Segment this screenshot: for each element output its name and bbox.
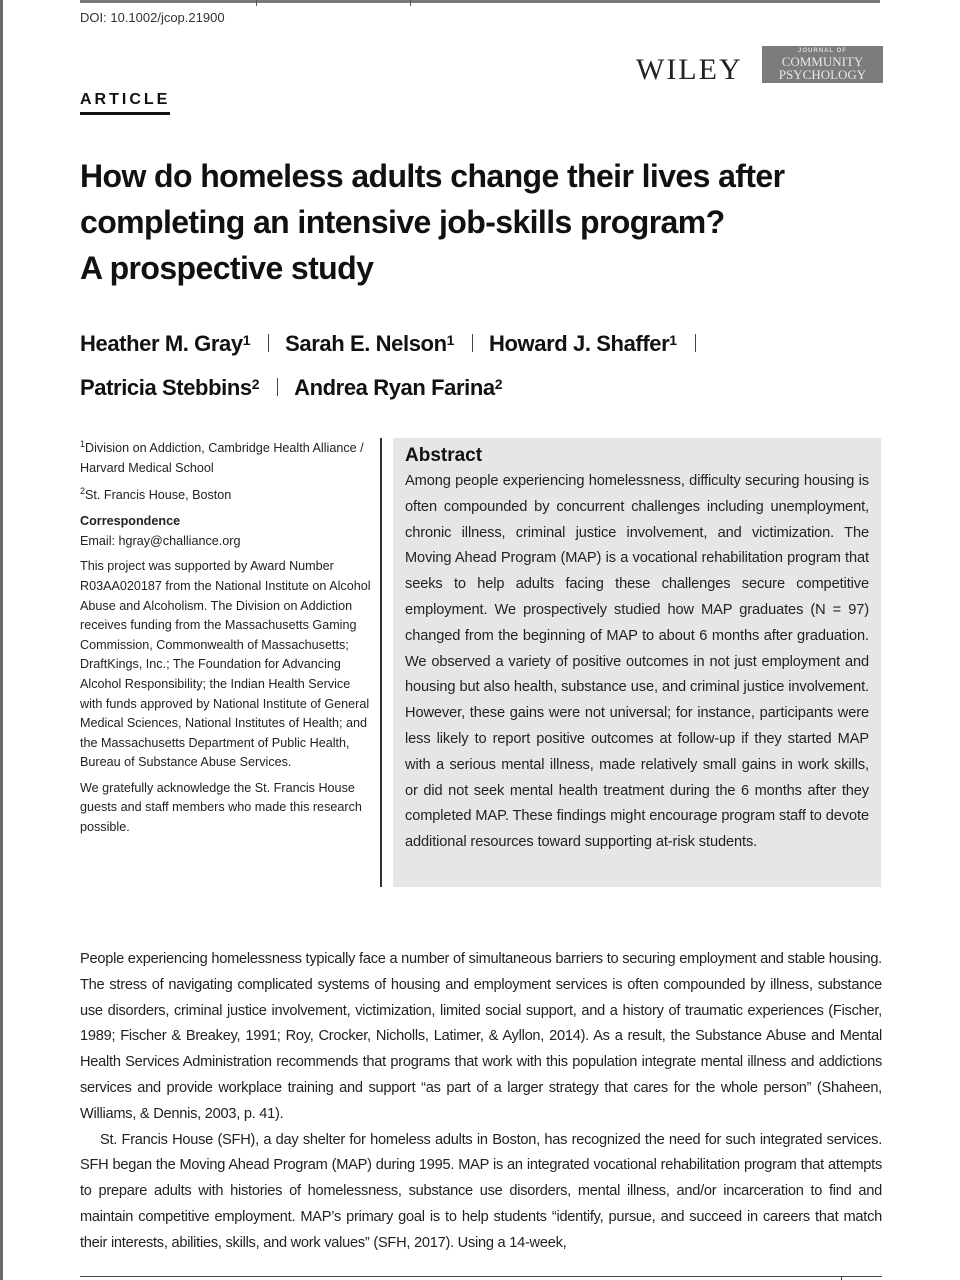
body-paragraph: St. Francis House (SFH), a day shelter for homeless adults in Boston, has recognized the need for such integrated services. SFH began the Moving Ahead Program (MAP) during 1995. MAP is an integrated vocational rehabilitation program that attempts to prepare adults with histories of homelessness, substance use disorders, mental illness, and/or incarceration to find and maintain competitive employment. MAP’s primary goal is to help students “identify, pursue, and succeed in careers that match their interests, abilities, skills, and work values” (SFH, 2017). Using a 14-week, bbox=[80, 1131, 882, 1251]
title-line: completing an intensive job-skills program? bbox=[80, 204, 725, 240]
author[interactable] bbox=[489, 331, 677, 356]
abstract-box bbox=[393, 438, 881, 887]
affiliation-text: St. Francis House, Boston bbox=[85, 488, 232, 503]
author-name: Howard J. Shaffer bbox=[489, 331, 670, 356]
affiliation-marker: 1 bbox=[669, 332, 677, 348]
article-type-label: ARTICLE bbox=[80, 91, 170, 115]
author[interactable] bbox=[294, 375, 502, 400]
publisher-logo: WILEY bbox=[636, 53, 743, 86]
journal-logo bbox=[762, 46, 883, 83]
abstract-divider bbox=[380, 438, 382, 887]
body-text bbox=[80, 947, 882, 1257]
body-paragraph: People experiencing homelessness typically face a number of simultaneous barriers to securing employment and stable housing. The stress of navigating complicated systems of housing and employment services is often compounded by illness, substance use disorders, criminal justice involvement, victimization, limited social support, and a history of traumatic experiences (Fischer, 1989; Fischer & Breakey, 1991; Roy, Crocker, Nicholls, Latimer, & Ayllon, 2014). As a result, the Substance Abuse and Mental Health Services Administration recommends that programs that work with this population integrate mental illness and addictions services and provide workplace training and support “as part of a larger strategy that cares for the whole person” (Shaheen, Williams, & Dennis, 2003, p. 41). bbox=[80, 951, 882, 1122]
affiliation-marker: 2 bbox=[494, 376, 503, 392]
author[interactable] bbox=[285, 331, 454, 356]
author-list bbox=[80, 322, 880, 410]
affiliation-marker: 1 bbox=[446, 332, 455, 348]
affiliation-number: 2 bbox=[80, 486, 86, 497]
footer-rule-tick bbox=[841, 1276, 842, 1280]
journal-logo-line: JOURNAL OF bbox=[798, 48, 847, 54]
header-rule-tick bbox=[410, 0, 411, 6]
title-line: A prospective study bbox=[80, 250, 374, 286]
author-separator bbox=[268, 334, 269, 352]
affiliation-marker: 1 bbox=[242, 332, 251, 348]
author-name: Patricia Stebbins bbox=[80, 375, 252, 400]
correspondence-email[interactable]: Email: hgray@challiance.org bbox=[80, 533, 241, 548]
correspondence bbox=[80, 512, 375, 551]
affiliation-marker: 2 bbox=[251, 376, 260, 392]
author[interactable] bbox=[80, 331, 250, 356]
author-name: Heather M. Gray bbox=[80, 331, 243, 356]
affiliation bbox=[80, 482, 375, 506]
author-name: Sarah E. Nelson bbox=[285, 331, 447, 356]
journal-logo-line: PSYCHOLOGY bbox=[778, 67, 867, 82]
author-separator bbox=[695, 334, 696, 352]
author-name: Andrea Ryan Farina bbox=[294, 375, 495, 400]
page-left-edge bbox=[0, 0, 3, 1280]
abstract-text: Among people experiencing homelessness, difficulty securing housing is often compounded by concurrent challenges including unemployment, chronic illness, criminal justice involvement, and victimization. The Moving Ahead Program (MAP) is a vocational rehabilitation program that seeks to help adults facing these challenges secure competitive employment. We prospectively studied how MAP graduates (N = 97) changed from the beginning of MAP to about 6 months after graduation. We observed a variety of positive outcomes in not just employment and housing but also health, substance use, and criminal justice involvement. However, these gains were not universal; for instance, participants were less likely to report positive outcomes at follow-up if they started MAP with a serious mental illness, made relatively small gains in work skills, or did not seek mental health treatment during the 6 months after they completed MAP. These findings might encourage program staff to devote additional resources toward supporting at-risk students. bbox=[405, 473, 869, 851]
affiliation-number: 1 bbox=[80, 439, 86, 449]
affiliation bbox=[80, 435, 375, 478]
acknowledgment: We gratefully acknowledge the St. Francis House guests and staff members who made this research possible. bbox=[80, 780, 362, 835]
affiliation-text: Division on Addiction, Cambridge Health Alliance / Harvard Medical School bbox=[80, 441, 364, 475]
header-rule bbox=[80, 0, 880, 3]
funding-statement: This project was supported by Award Number R03AA020187 from the National Institute on Alcohol Abuse and Alcoholism. The Division on Addiction receives funding from the Massachusetts Gaming Commission, Commonwealth of Massachusetts; DraftKings, Inc.; The Foundation for Advancing Alcohol Responsibility; the Indian Health Service with funds approved by National Institute of General Medical Sciences, National Institutes of Health; and the Massachusetts Department of Public Health, Bureau of Substance Abuse Services. bbox=[80, 559, 371, 770]
author-separator bbox=[472, 334, 473, 352]
journal-logo-line: COMMUNITY bbox=[781, 54, 864, 69]
doi[interactable]: DOI: 10.1002/jcop.21900 bbox=[80, 10, 225, 25]
header-rule-tick bbox=[256, 0, 257, 6]
footer-rule bbox=[80, 1276, 882, 1277]
author-separator bbox=[277, 378, 278, 396]
abstract-heading: Abstract bbox=[405, 445, 483, 466]
author[interactable] bbox=[80, 375, 259, 400]
article-info-sidebar bbox=[80, 435, 375, 844]
title-line: How do homeless adults change their lives after bbox=[80, 158, 785, 194]
paper-title bbox=[80, 153, 880, 291]
correspondence-label: Correspondence bbox=[80, 514, 181, 529]
